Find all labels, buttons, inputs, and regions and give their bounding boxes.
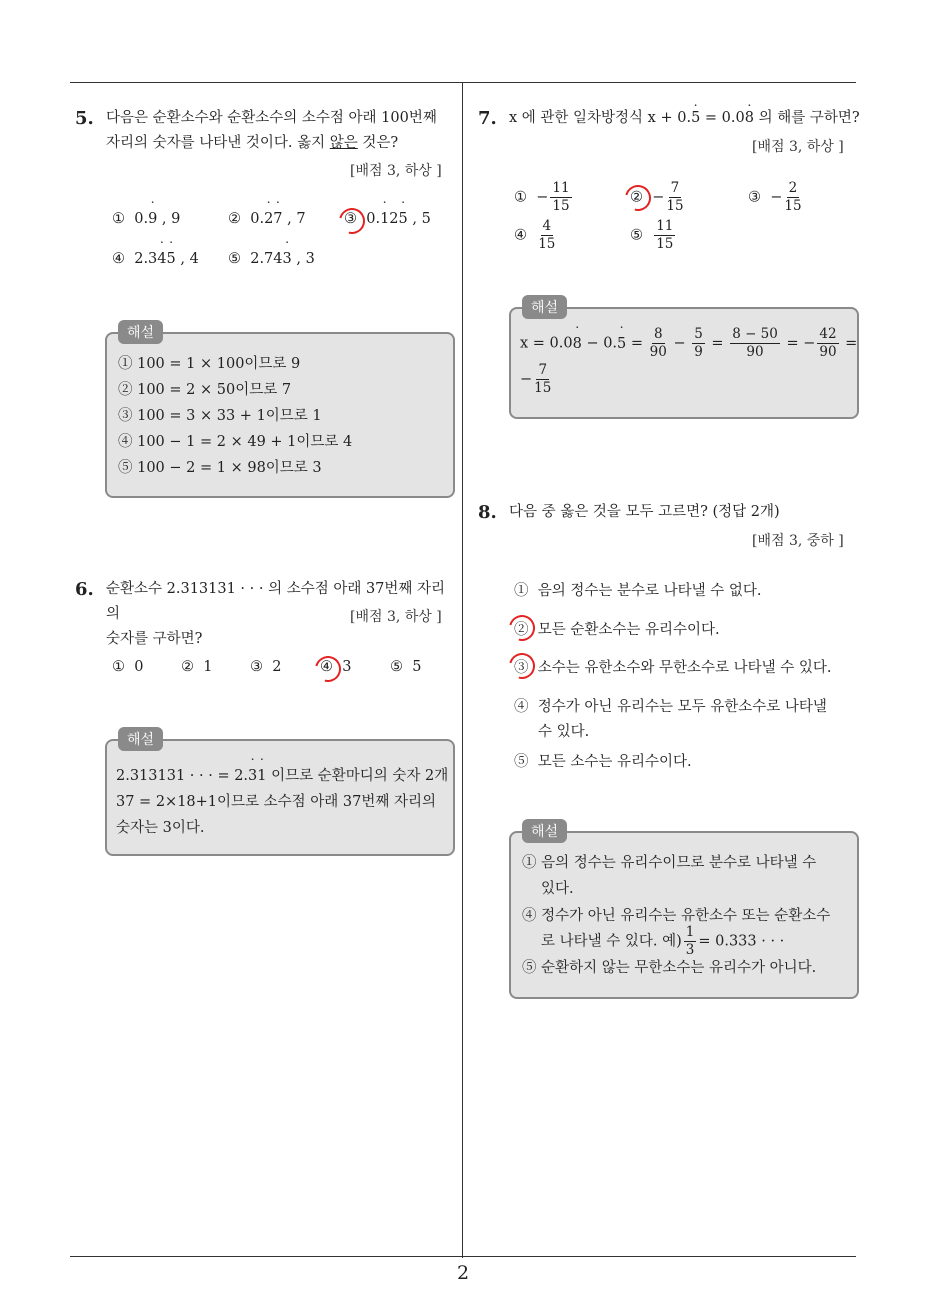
q6-option-5[interactable] — [390, 659, 421, 675]
question-6-number: 6. — [75, 579, 94, 600]
repeat-digit: 4 ˙ — [157, 251, 166, 267]
numerator: 7 — [670, 180, 680, 196]
answer-mark — [334, 203, 370, 239]
denominator: 9 — [694, 344, 703, 360]
denominator: 90 — [819, 344, 837, 360]
solution-line: 숫자는 3이다. — [116, 820, 205, 836]
denominator: 15 — [534, 380, 552, 396]
text-part: = 0.0 — [700, 110, 745, 126]
option-number: ① — [514, 189, 527, 206]
question-6-line-1: 순환소수 2.313131 · · · 의 소수점 아래 37번째 자리의 — [106, 581, 446, 622]
q8-option-4-cont — [538, 720, 589, 741]
repeat-digit: 3 ˙ — [248, 768, 257, 784]
solution-line: ⑤ 100 − 2 = 1 × 98이므로 3 — [118, 460, 322, 476]
solution-line: − $\frac{7}{15}$ — [520, 362, 552, 396]
denominator: 15 — [666, 198, 684, 214]
option-sign: − — [652, 189, 665, 206]
top-rule — [70, 82, 856, 83]
page-number: 2 — [456, 1262, 470, 1284]
solution-line: 37 = 2×18+1이므로 소수점 아래 37번째 자리의 — [116, 794, 436, 810]
fraction — [730, 326, 780, 361]
option-number: ② — [514, 622, 529, 638]
q5-option-2[interactable] — [228, 211, 306, 227]
option-answer: , 9 — [157, 211, 181, 227]
q5-option-4[interactable] — [112, 251, 199, 267]
option-answer: , 5 — [407, 211, 431, 227]
denominator: 90 — [746, 344, 764, 360]
answer-mark — [504, 610, 540, 646]
option-text: 수 있다. — [538, 724, 590, 740]
option-sign: − — [536, 189, 549, 206]
solution-line: ⑤ 순환하지 않는 무한소수는 유리수가 아니다. — [522, 960, 817, 976]
option-text: 모든 순환소수는 유리수이다. — [537, 622, 720, 638]
q8-option-2[interactable] — [514, 618, 720, 639]
repeat-digit: 3 ˙ — [283, 251, 292, 267]
numerator: 11 — [552, 180, 570, 196]
text-part: 이므로 순환마디의 숫자 2개 — [266, 768, 449, 784]
option-text: 정수가 아닌 유리수는 모두 유한소수로 나타낼 — [537, 699, 827, 715]
option-number: ④ — [320, 659, 333, 675]
question-8-number: 8. — [478, 502, 497, 523]
solution-line: ④ 100 − 1 = 2 × 49 + 1이므로 4 — [118, 434, 353, 450]
option-value: 0 — [134, 659, 144, 675]
fraction — [534, 362, 551, 397]
option-answer: , 3 — [291, 251, 315, 267]
q7-option-5[interactable] — [630, 218, 677, 253]
fraction — [654, 218, 675, 253]
solution-line — [541, 924, 784, 959]
option-value: 0. — [366, 211, 381, 227]
solution-line: ③ 100 = 3 × 33 + 1이므로 1 — [118, 408, 322, 424]
question-5-meta: [배점 3, 하상 ] — [350, 163, 442, 179]
repeat-digit: 2 ˙ — [264, 211, 273, 227]
option-number: ② — [228, 211, 241, 227]
fraction — [666, 180, 683, 215]
option-number: ④ — [112, 251, 125, 267]
fraction — [684, 924, 697, 959]
denominator: 90 — [649, 344, 667, 360]
answer-mark — [504, 648, 540, 684]
q7-option-4[interactable] — [514, 218, 557, 253]
denominator: 15 — [784, 198, 802, 214]
fraction — [692, 326, 705, 361]
repeat-digit: 7 ˙ — [273, 211, 282, 227]
question-5-line-1: 다음은 순환소수와 순환소수의 소수점 아래 100번째 — [106, 110, 437, 126]
repeat-digit: 5 ˙ — [167, 251, 176, 267]
text-part: 의 해를 구하면? — [753, 110, 860, 126]
option-sign: − — [770, 189, 783, 206]
option-text: 음의 정수는 분수로 나타낼 수 없다. — [537, 583, 762, 599]
option-number: ① — [112, 211, 125, 227]
solution-line: ② 100 = 2 × 50이므로 7 — [118, 382, 292, 398]
numerator: 42 — [819, 326, 837, 342]
underlined-word: 않은 — [329, 135, 358, 151]
text-part: 자리의 숫자를 나타낸 것이다. 옳지 — [106, 135, 330, 151]
text-part: = — [626, 335, 644, 352]
solution-line: x = 0.08 ˙ − 0.5 ˙ = $\frac{8}{90}$ − $\frac{5}{9}$ = $\frac{8 - 50}{90}$ = − $\frac{42}{90}$ = — [520, 326, 857, 361]
option-number: ① — [514, 583, 529, 599]
repeat-digit: 8 ˙ — [745, 110, 754, 126]
question-5-number: 5. — [75, 108, 94, 129]
q6-option-3[interactable] — [250, 659, 281, 675]
option-text: 모든 소수는 유리수이다. — [537, 754, 692, 770]
option-number: ⑤ — [514, 754, 529, 770]
option-text: 소수는 유한소수와 무한소수로 나타낼 수 있다. — [537, 660, 832, 676]
solution-tag: 해설 — [118, 320, 163, 344]
repeat-digit: 1 ˙ — [380, 211, 389, 227]
numerator: 1 — [685, 924, 695, 940]
fraction — [784, 180, 801, 215]
fraction — [817, 326, 838, 361]
answer-mark — [310, 651, 346, 687]
repeat-digit: 5 ˙ — [399, 211, 408, 227]
repeat-digit: 5 ˙ — [617, 336, 626, 352]
option-value: 0. — [134, 211, 149, 227]
option-number: ③ — [514, 660, 529, 676]
solution-line: 있다. — [541, 881, 574, 897]
repeat-digit: 9 ˙ — [148, 211, 157, 227]
text-part: 것은? — [357, 135, 399, 151]
repeat-digit: 5 ˙ — [691, 110, 700, 126]
option-value: 2.74 — [250, 251, 283, 267]
q6-option-2[interactable] — [181, 659, 212, 675]
option-number: ③ — [748, 189, 761, 206]
q8-option-3[interactable] — [514, 656, 832, 677]
q5-option-5[interactable] — [228, 251, 315, 267]
q8-option-5[interactable] — [514, 750, 692, 771]
numerator: 4 — [542, 218, 552, 234]
q7-solution-box — [509, 307, 859, 419]
option-number: ④ — [514, 227, 527, 244]
fraction — [538, 218, 555, 253]
text-part: x 에 관한 일차방정식 x + 0. — [509, 110, 692, 126]
denominator: 15 — [656, 236, 674, 252]
option-number: ② — [630, 189, 643, 206]
repeat-digit: 1 ˙ — [257, 768, 266, 784]
fraction — [650, 326, 667, 361]
option-value: 2 — [272, 659, 282, 675]
question-7-number: 7. — [478, 108, 497, 129]
option-value: 2.3 — [134, 251, 158, 267]
denominator: 15 — [552, 198, 570, 214]
q8-option-1[interactable] — [514, 579, 761, 600]
option-number: ③ — [344, 211, 357, 227]
option-answer: , 7 — [282, 211, 306, 227]
bottom-rule — [70, 1256, 856, 1257]
q7-option-3[interactable] — [748, 180, 804, 215]
option-number: ⑤ — [630, 227, 643, 244]
option-value: 5 — [412, 659, 422, 675]
numerator: 2 — [788, 180, 798, 196]
question-7-meta: [배점 3, 하상 ] — [752, 139, 844, 155]
denominator: 15 — [538, 236, 556, 252]
option-number: ⑤ — [228, 251, 241, 267]
question-7-text — [509, 106, 860, 131]
numerator: 5 — [694, 326, 703, 342]
repeat-digit: 8 ˙ — [573, 336, 582, 352]
solution-tag: 해설 — [522, 819, 567, 843]
question-6-line-2: 숫자를 구하면? — [106, 631, 203, 647]
question-5-line-2 — [106, 131, 456, 156]
column-divider — [462, 83, 463, 1258]
solution-tag: 해설 — [522, 295, 567, 319]
q7-option-1[interactable] — [514, 180, 574, 215]
option-number: ④ — [514, 699, 529, 715]
numerator: 11 — [656, 218, 674, 234]
option-number: ⑤ — [390, 659, 403, 675]
numerator: 8 — [653, 326, 663, 342]
option-number: ③ — [250, 659, 263, 675]
digit: 2 — [389, 211, 399, 227]
text-part: 2.313131 · · · = 2. — [116, 768, 249, 784]
solution-tag: 해설 — [118, 727, 163, 751]
option-value: 0. — [250, 211, 265, 227]
numerator: 8 − 50 — [732, 326, 778, 342]
option-answer: , 4 — [175, 251, 199, 267]
question-5-text — [106, 106, 456, 156]
question-8-text: 다음 중 옳은 것을 모두 고르면? (정답 2개) — [509, 504, 780, 520]
numerator: 7 — [538, 362, 548, 378]
q8-option-4[interactable] — [514, 695, 827, 716]
fraction — [550, 180, 571, 215]
text-part: = 0.333 · · · — [698, 933, 785, 950]
option-number: ② — [181, 659, 194, 675]
q5-option-1[interactable] — [112, 211, 180, 227]
option-value: 1 — [203, 659, 213, 675]
question-8-meta: [배점 3, 중하 ] — [752, 533, 844, 549]
text-part: 로 나타낼 수 있다. 예) — [541, 933, 682, 950]
text-part: − 0. — [581, 335, 618, 352]
solution-line — [116, 764, 448, 785]
question-6-meta: [배점 3, 하상 ] — [350, 609, 442, 625]
option-value: 3 — [342, 659, 352, 675]
denominator: 3 — [685, 942, 695, 958]
option-number: ① — [112, 659, 125, 675]
solution-line: ① 100 = 1 × 100이므로 9 — [118, 356, 301, 372]
solution-line: ④ 정수가 아닌 유리수는 유한소수 또는 순환소수 — [522, 908, 831, 924]
text-part: x = 0.0 — [520, 335, 573, 352]
q6-option-1[interactable] — [112, 659, 143, 675]
solution-line: ① 음의 정수는 유리수이므로 분수로 나타낼 수 — [522, 855, 817, 871]
